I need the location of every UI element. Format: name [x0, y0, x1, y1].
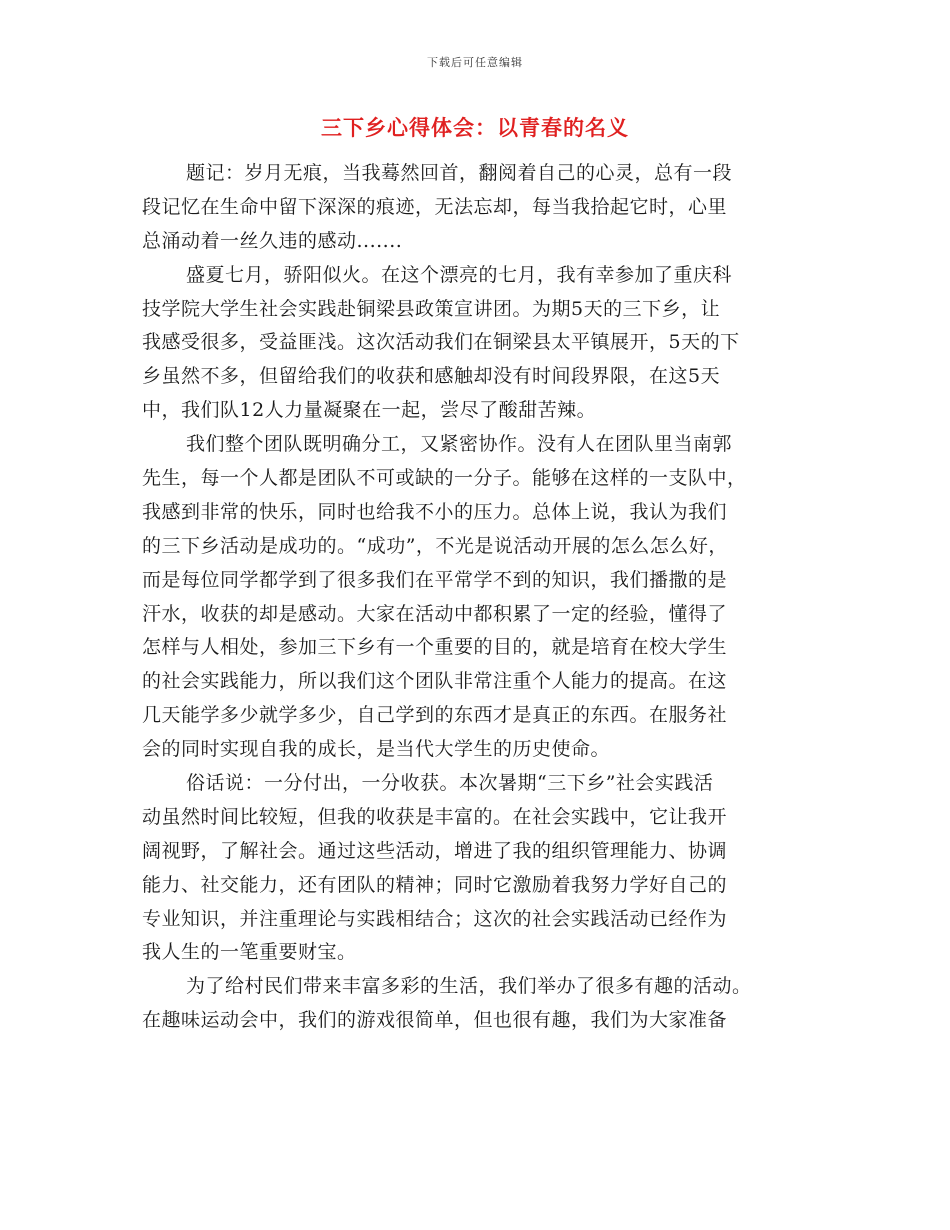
paragraph-line: 在趣味运动会中，我们的游戏很简单，但也很有趣，我们为大家准备: [142, 1009, 728, 1032]
download-note: 下载后可任意编辑: [427, 56, 523, 69]
paragraph-line: 我人生的一笔重要财宝。: [142, 941, 357, 964]
paragraph-line: 能力、社交能力，还有团队的精神；同时它激励着我努力学好自己的: [142, 873, 728, 896]
paragraph-line: 为了给村民们带来丰富多彩的生活，我们举办了很多有趣的活动。: [186, 975, 752, 998]
paragraph-line: 俗话说：一分付出，一分收获。本次暑期“三下乡”社会实践活: [186, 772, 714, 795]
paragraph-line: 我感受很多，受益匪浅。这次活动我们在铜梁县太平镇展开，5天的下: [142, 331, 740, 354]
paragraph-line: 乡虽然不多，但留给我们的收获和感触却没有时间段界限，在这5天: [142, 365, 721, 388]
paragraph-line: 几天能学多少就学多少，自己学到的东西才是真正的东西。在服务社: [142, 704, 728, 727]
paragraph-line: 阔视野，了解社会。通过这些活动，增进了我的组织管理能力、协调: [142, 839, 728, 862]
paragraph-line: 题记：岁月无痕，当我蓦然回首，翻阅着自己的心灵，总有一段: [186, 162, 733, 184]
paragraph-line: 技学院大学生社会实践赴铜梁县政策宣讲团。为期5天的三下乡，让: [142, 297, 721, 320]
paragraph-line: 会的同时实现自我的成长，是当代大学生的历史使命。: [142, 738, 611, 761]
paragraph-line: 盛夏七月，骄阳似火。在这个漂亮的七月，我有幸参加了重庆科: [186, 263, 733, 286]
paragraph-line: 总涌动着一丝久违的感动.......: [142, 229, 403, 252]
paragraph-line: 的三下乡活动是成功的。“成功”，不光是说活动开展的怎么怎么好，: [142, 534, 728, 557]
paragraph-line: 段记忆在生命中留下深深的痕迹，无法忘却，每当我拾起它时，心里: [142, 195, 728, 218]
paragraph-line: 怎样与人相处，参加三下乡有一个重要的目的，就是培育在校大学生: [142, 636, 728, 659]
paragraph-line: 汗水，收获的却是感动。大家在活动中都积累了一定的经验，懂得了: [142, 602, 728, 625]
page-title: 三下乡心得体会：以青春的名义: [321, 115, 629, 140]
paragraph-line: 动虽然时间比较短，但我的收获是丰富的。在社会实践中，它让我开: [142, 805, 728, 828]
paragraph-line: 而是每位同学都学到了很多我们在平常学不到的知识，我们播撒的是: [142, 568, 728, 591]
paragraph-line: 专业知识，并注重理论与实践相结合；这次的社会实践活动已经作为: [142, 907, 728, 930]
paragraph-line: 我感到非常的快乐，同时也给我不小的压力。总体上说，我认为我们: [142, 500, 728, 523]
paragraph-line: 的社会实践能力，所以我们这个团队非常注重个人能力的提高。在这: [142, 670, 728, 693]
paragraph-line: 先生，每一个人都是团队不可或缺的一分子。能够在这样的一支队中，: [142, 467, 747, 490]
paragraph-line: 中，我们队12人力量凝聚在一起，尝尽了酸甜苦辣。: [142, 399, 597, 422]
article-body: [142, 157, 806, 1038]
paragraph-line: 我们整个团队既明确分工，又紧密协作。没有人在团队里当南郭: [186, 433, 733, 456]
